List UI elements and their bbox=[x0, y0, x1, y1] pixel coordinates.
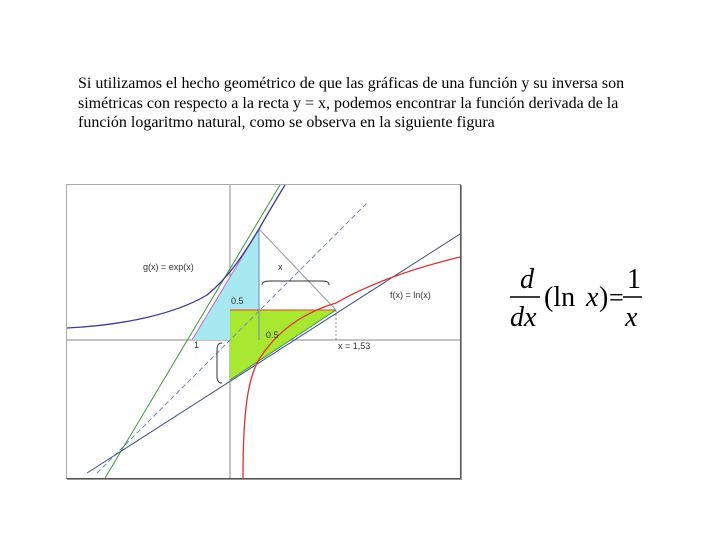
connector-line bbox=[259, 229, 336, 310]
formula-close: ) bbox=[599, 282, 609, 313]
formula-one: 1 bbox=[627, 264, 641, 295]
derivative-formula bbox=[508, 264, 648, 338]
label-05-lower: 0.5 bbox=[266, 330, 279, 340]
formula-ln: (ln bbox=[544, 282, 576, 313]
graph-figure bbox=[66, 184, 461, 479]
brace-left bbox=[217, 343, 222, 383]
label-f: f(x) = ln(x) bbox=[390, 290, 431, 300]
label-x: x bbox=[278, 262, 283, 272]
formula-eq: = bbox=[609, 283, 624, 312]
label-05-upper: 0.5 bbox=[231, 296, 244, 306]
graph-svg bbox=[67, 185, 460, 478]
formula-d: d bbox=[520, 264, 534, 295]
label-g: g(x) = exp(x) bbox=[143, 262, 194, 272]
formula-denominator-x: x bbox=[625, 302, 638, 333]
formula-x: x bbox=[586, 282, 599, 313]
brace-top bbox=[262, 281, 329, 285]
formula-dx: dx bbox=[510, 302, 537, 333]
intro-paragraph: Si utilizamos el hecho geométrico de que las gráficas de una función y su inversa son simétricas con respecto a la recta y = x, podemos encontrar la función derivada de la función logaritmo natural, como se observa en la siguiente figura bbox=[78, 75, 625, 131]
label-1: 1 bbox=[194, 340, 200, 350]
formula-svg bbox=[508, 264, 648, 338]
label-x153: x = 1,53 bbox=[338, 341, 371, 351]
